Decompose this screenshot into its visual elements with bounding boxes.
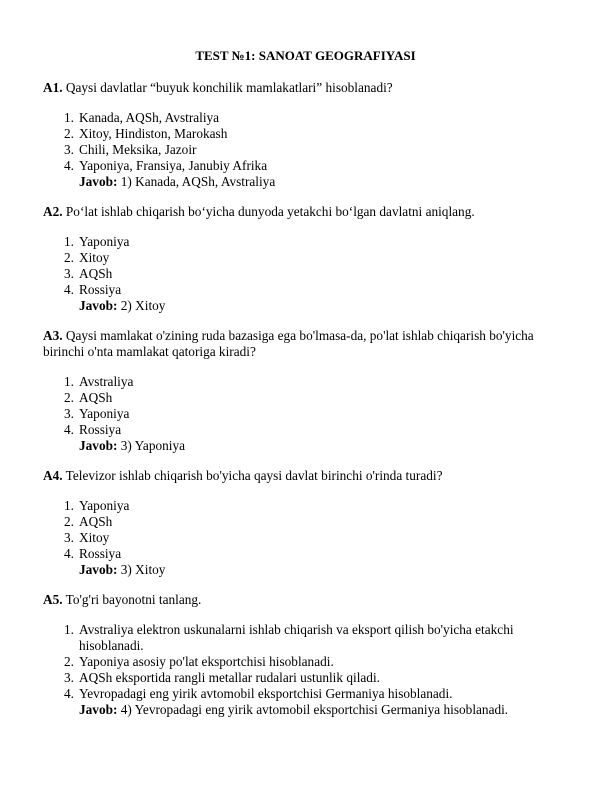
option-list [43, 498, 568, 578]
option-number: 2. [64, 390, 74, 405]
question-body: Televizor ishlab chiqarish bo'yicha qaysi davlat birinchi o'rinda turadi? [65, 468, 443, 483]
question-body: Qaysi mamlakat o'zining ruda bazasiga ega bo'lmasa-da, po'lat ishlab chiqarish bo'yicha birinchi o'nta mamlakat qatoriga kiradi? [43, 328, 534, 359]
question-label: A2. [43, 204, 63, 219]
option-item [43, 422, 568, 438]
answer-text: 4) Yevropadagi eng yirik avtomobil eksportchisi Germaniya hisoblanadi. [120, 702, 509, 717]
answer-line [43, 438, 568, 454]
option-item [43, 374, 568, 390]
question-label: A1. [43, 80, 63, 95]
option-item [43, 514, 568, 530]
question-text [43, 328, 568, 360]
option-number: 1. [64, 622, 74, 637]
question-list [43, 80, 568, 718]
option-item [43, 110, 568, 126]
option-number: 1. [64, 110, 74, 125]
question-block [43, 592, 568, 718]
option-item [43, 546, 568, 562]
option-number: 3. [64, 266, 74, 281]
option-item [43, 406, 568, 422]
option-item [43, 126, 568, 142]
option-number: 3. [64, 530, 74, 545]
option-item [43, 530, 568, 546]
option-text: Xitoy [79, 530, 110, 545]
answer-label: Javob: [79, 702, 118, 717]
option-text: Chili, Meksika, Jazoir [79, 142, 197, 157]
option-item [43, 390, 568, 406]
answer-label: Javob: [79, 174, 118, 189]
option-text: AQSh [79, 390, 113, 405]
option-number: 2. [64, 250, 74, 265]
question-label: A3. [43, 328, 63, 343]
answer-line [43, 562, 568, 578]
option-text: Yaponiya [79, 498, 130, 513]
option-number: 3. [64, 406, 74, 421]
question-label: A5. [43, 592, 63, 607]
option-number: 1. [64, 234, 74, 249]
option-text: Yaponiya, Fransiya, Janubiy Afrika [79, 158, 268, 173]
option-text: Yevropadagi eng yirik avtomobil eksportchisi Germaniya hisoblanadi. [79, 686, 453, 701]
option-text: Avstraliya elektron uskunalarni ishlab chiqarish va eksport qilish bo'yicha etakchi hisoblanadi. [79, 622, 514, 653]
question-text [43, 468, 568, 484]
question-block [43, 468, 568, 578]
option-number: 4. [64, 422, 74, 437]
answer-text: 3) Yaponiya [120, 438, 186, 453]
option-list [43, 374, 568, 454]
answer-text: 1) Kanada, AQSh, Avstraliya [120, 174, 276, 189]
option-text: Xitoy [79, 250, 110, 265]
answer-label: Javob: [79, 438, 118, 453]
option-item [43, 234, 568, 250]
question-body: To'g'ri bayonotni tanlang. [65, 592, 202, 607]
option-list [43, 622, 568, 718]
option-number: 4. [64, 158, 74, 173]
option-text: Rossiya [79, 422, 122, 437]
question-label: A4. [43, 468, 63, 483]
option-text: AQSh [79, 266, 113, 281]
answer-text: 2) Xitoy [120, 298, 166, 313]
question-text [43, 592, 568, 608]
option-text: Avstraliya [79, 374, 134, 389]
question-block [43, 328, 568, 454]
question-text [43, 80, 568, 96]
option-text: Rossiya [79, 546, 122, 561]
option-text: Rossiya [79, 282, 122, 297]
option-number: 1. [64, 498, 74, 513]
question-body: Po‘lat ishlab chiqarish bo‘yicha dunyoda yetakchi bo‘lgan davlatni aniqlang. [65, 204, 475, 219]
option-number: 2. [64, 126, 74, 141]
answer-line [43, 298, 568, 314]
option-text: Kanada, AQSh, Avstraliya [79, 110, 220, 125]
option-number: 4. [64, 686, 74, 701]
option-text: Yaponiya [79, 406, 130, 421]
option-list [43, 110, 568, 190]
answer-text: 3) Xitoy [120, 562, 166, 577]
option-number: 4. [64, 282, 74, 297]
answer-line [43, 174, 568, 190]
answer-label: Javob: [79, 562, 118, 577]
question-block [43, 80, 568, 190]
question-body: Qaysi davlatlar “buyuk konchilik mamlakatlari” hisoblanadi? [65, 80, 393, 95]
option-number: 3. [64, 142, 74, 157]
option-item [43, 654, 568, 670]
option-number: 3. [64, 670, 74, 685]
option-item [43, 498, 568, 514]
option-item [43, 158, 568, 174]
option-number: 4. [64, 546, 74, 561]
option-text: Yaponiya [79, 234, 130, 249]
answer-line [43, 702, 568, 718]
option-list [43, 234, 568, 314]
option-item [43, 282, 568, 298]
option-item [43, 250, 568, 266]
option-item [43, 266, 568, 282]
option-number: 2. [64, 654, 74, 669]
page-title: TEST №1: SANOAT GEOGRAFIYASI [195, 48, 416, 63]
option-item [43, 622, 568, 654]
option-text: Xitoy, Hindiston, Marokash [79, 126, 228, 141]
option-number: 2. [64, 514, 74, 529]
option-text: AQSh [79, 514, 113, 529]
option-item [43, 670, 568, 686]
question-block [43, 204, 568, 314]
option-text: Yaponiya asosiy po'lat eksportchisi hisoblanadi. [79, 654, 334, 669]
option-text: AQSh eksportida rangli metallar rudalari ustunlik qiladi. [79, 670, 380, 685]
option-number: 1. [64, 374, 74, 389]
option-item [43, 142, 568, 158]
answer-label: Javob: [79, 298, 118, 313]
question-text [43, 204, 568, 220]
option-item [43, 686, 568, 702]
